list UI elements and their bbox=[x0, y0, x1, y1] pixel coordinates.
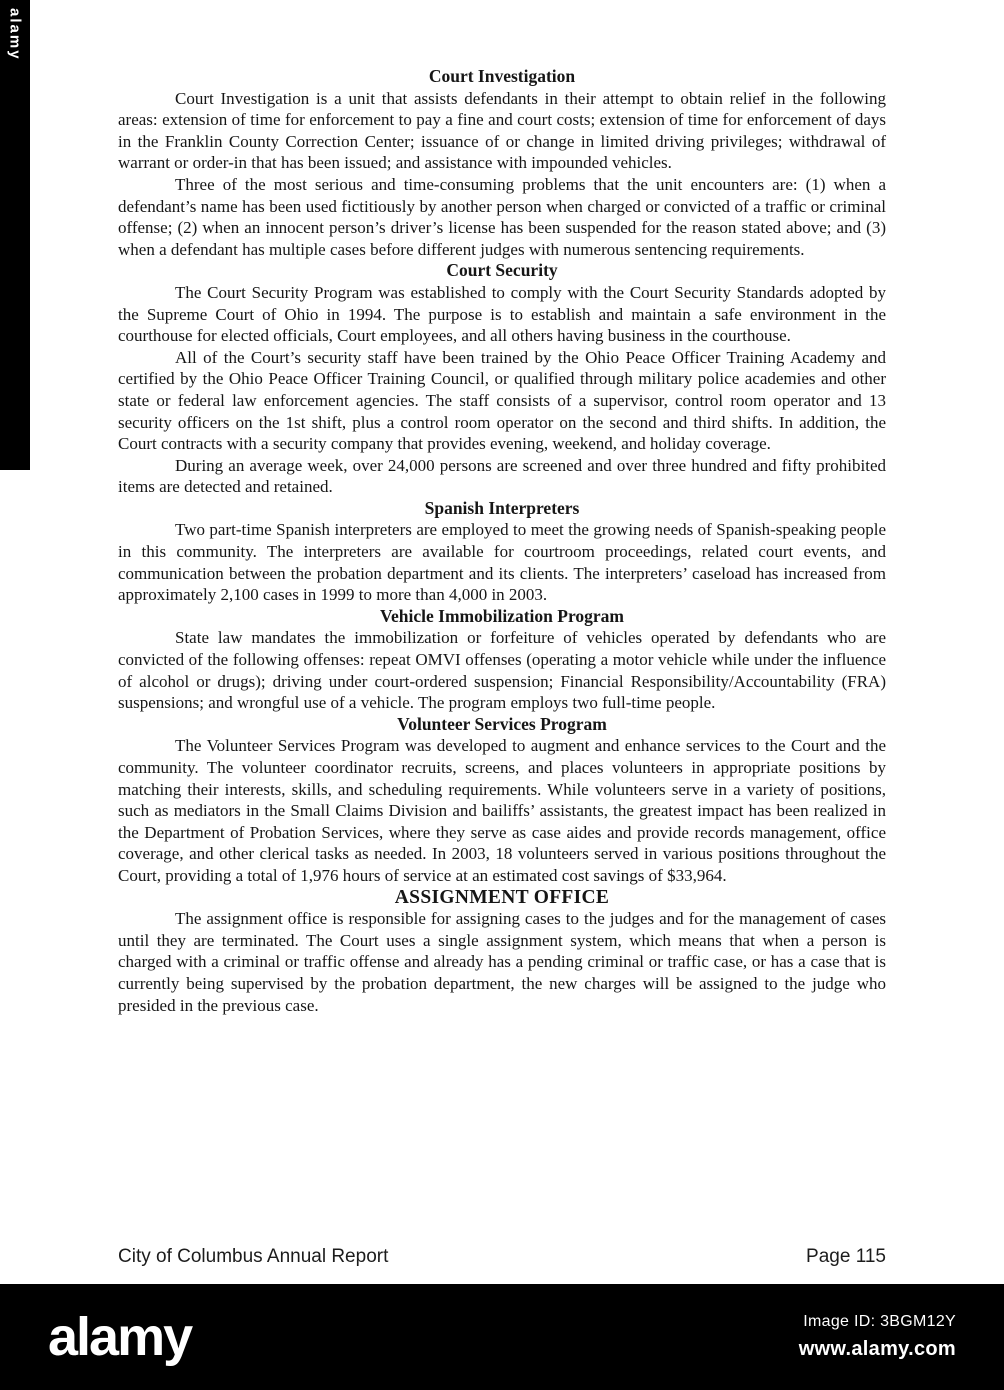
alamy-logo: alamy bbox=[48, 1307, 192, 1367]
paragraph: State law mandates the immobilization or forfeiture of vehicles operated by defendants who are convicted of the following offenses: repeat OMVI offenses (operating a motor vehicle while under the influence of alcohol or drugs); driving under court-ordered suspension; Financial Responsibility/Accountability (FRA) suspensions; and wrongful use of a vehicle. The program employs two full-time people. bbox=[118, 628, 886, 713]
section-heading: Court Security bbox=[446, 260, 558, 281]
paragraph: The assignment office is responsible for assigning cases to the judges and for the management of cases until they are terminated. The Court uses a single assignment system, which means that when a person is charged with a criminal or traffic offense and already has a pending criminal or traffic case, or has a case that is currently being supervised by the probation department, the new charges will be assigned to the judge who presided in the previous case. bbox=[118, 909, 886, 1015]
footer-page-number: Page 115 bbox=[806, 1246, 886, 1267]
section-heading: Vehicle Immobilization Program bbox=[379, 605, 624, 626]
paragraph: The Court Security Program was established to comply with the Court Security Standards adopted by the Supreme Court of Ohio in 1994. The purpose is to establish and maintain a safe environment in the courthouse for elected officials, Court employees, and all others having business in the courthouse. bbox=[118, 282, 886, 346]
paragraph: Court Investigation is a unit that assists defendants in their attempt to obtain relief in the following areas: extension of time for enforcement to pay a fine and court costs; extension of time for enforcement of days in the Franklin County Correction Center; issuance of or change in limited driving privileges; withdrawal of warrant or order-in that has been issued; and assistance with impounded vehicles. bbox=[118, 88, 886, 173]
section-spanish-interpreters bbox=[118, 498, 886, 606]
image-id-text: Image ID: 3BGM12Y bbox=[803, 1313, 956, 1330]
paragraph: The Volunteer Services Program was developed to augment and enhance services to the Court and the community. The volunteer coordinator recruits, screens, and places volunteers in appropriate positions by matching their interests, skills, and scheduling requirements. While volunteers serve in a variety of positions, such as mediators in the Small Claims Division and bailiffs’ assistants, the greatest impact has been realized in the Department of Probation Services, where they serve as case aides and provide records management, office coverage, and other clerical tasks as needed. In 2003, 18 volunteers served in various positions throughout the Court, providing a total of 1,976 hours of service at an estimated cost savings of $33,964. bbox=[118, 736, 886, 885]
section-heading: Spanish Interpreters bbox=[424, 497, 580, 518]
section-heading: ASSIGNMENT OFFICE bbox=[394, 886, 610, 908]
page-footer bbox=[118, 1246, 886, 1268]
alamy-url-text: www.alamy.com bbox=[798, 1338, 956, 1360]
paragraph: During an average week, over 24,000 persons are screened and over three hundred and fifty prohibited items are detected and retained. bbox=[118, 455, 886, 497]
watermark-bar bbox=[0, 1284, 1004, 1390]
section-court-investigation bbox=[118, 66, 886, 260]
watermark-edge-text: alamy bbox=[6, 8, 24, 61]
paragraph: All of the Court’s security staff have been trained by the Ohio Peace Officer Training Academy and certified by the Ohio Peace Officer Training Council, or qualified through military police academies and other state or federal law enforcement agencies. The staff consists of a supervisor, control room operator and 13 security officers on the 1st shift, plus a control room operator on the second and third shifts. In addition, the Court contracts with a security company that provides evening, weekend, and holiday coverage. bbox=[118, 347, 886, 454]
section-volunteer-services bbox=[118, 714, 886, 887]
section-heading: Volunteer Services Program bbox=[397, 713, 607, 734]
paragraph: Two part-time Spanish interpreters are employed to meet the growing needs of Spanish-speaking people in this community. The interpreters are available for courtroom proceedings, related court events, and communication between the probation department and its clients. The interpreters’ caseload has increased from approximately 2,100 cases in 1999 to more than 4,000 in 2003. bbox=[118, 520, 886, 605]
paragraph: Three of the most serious and time-consuming problems that the unit encounters are: (1) when a defendant’s name has been used fictitiously by another person when charged or convicted of a traffic or criminal offense; (2) when an innocent person’s driver’s license has been suspended for the reason stated above; and (3) when a defendant has multiple cases before different judges with numerous sentencing requirements. bbox=[118, 174, 886, 259]
section-court-security bbox=[118, 260, 886, 498]
section-vehicle-immobilization bbox=[118, 606, 886, 714]
section-assignment-office bbox=[118, 887, 886, 1017]
page-content bbox=[118, 66, 886, 1016]
watermark-edge-strip bbox=[0, 0, 30, 470]
watermark-meta bbox=[799, 1313, 956, 1361]
section-heading: Court Investigation bbox=[428, 66, 576, 86]
footer-report-title: City of Columbus Annual Report bbox=[118, 1246, 389, 1267]
